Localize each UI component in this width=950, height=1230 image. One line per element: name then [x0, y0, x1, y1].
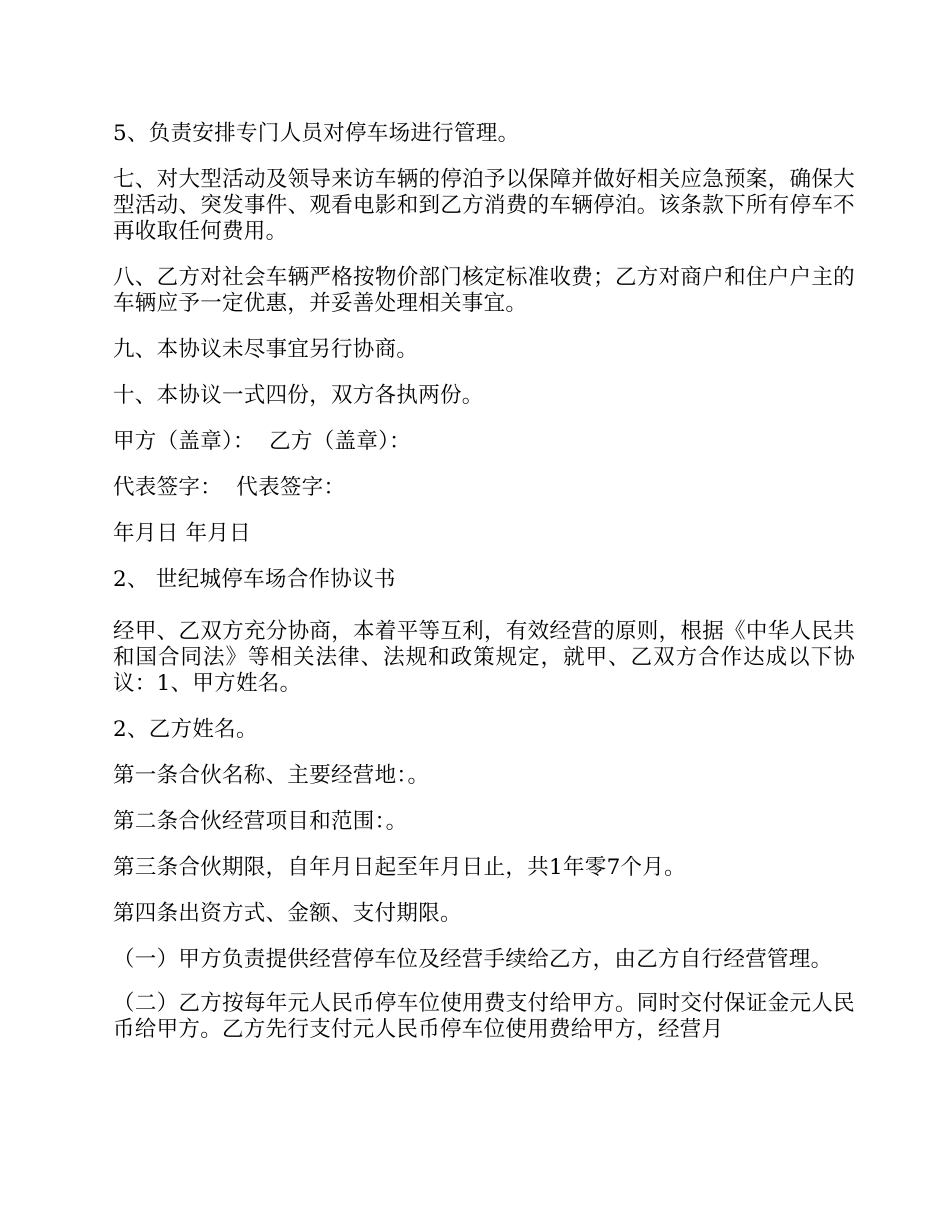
- seal-line: 甲方（盖章）： 乙方（盖章）：: [113, 429, 411, 454]
- article-1: 第一条合伙名称、主要经营地：。: [113, 763, 430, 788]
- paragraph-item-5: 5、负责安排专门人员对停车场进行管理。: [113, 121, 520, 146]
- article-2: 第二条合伙经营项目和范围：。: [113, 809, 408, 834]
- paragraph-clause-9: 九、本协议未尽事宜另行协商。: [113, 337, 419, 362]
- intro-paragraph: 经甲、乙双方充分协商，本着平等互利，有效经营的原则，根据《中华人民共和国合同法》等相关法律、法规和政策规定，就甲、乙双方合作达成以下协议：1、甲方姓名。: [113, 619, 855, 696]
- section-heading: 2、 世纪城停车场合作协议书: [113, 567, 396, 592]
- article-4-item-1: （一）甲方负责提供经营停车位及经营手续给乙方，由乙方自行经营管理。: [113, 947, 833, 972]
- article-4-item-2: （二）乙方按每年元人民币停车位使用费支付给甲方。同时交付保证金元人民币给甲方。乙方先行支付元人民币停车位使用费给甲方，经营月: [113, 991, 855, 1042]
- signature-line: 代表签字： 代表签字：: [113, 475, 346, 500]
- paragraph-clause-7: 七、对大型活动及领导来访车辆的停泊予以保障并做好相关应急预案，确保大型活动、突发事件、观看电影和到乙方消费的车辆停泊。该条款下所有停车不再收取任何费用。: [113, 167, 855, 244]
- article-3: 第三条合伙期限，自年月日起至年月日止，共1年零7个月。: [113, 855, 686, 880]
- party-b-name: 2、乙方姓名。: [113, 717, 258, 742]
- article-4: 第四条出资方式、金额、支付期限。: [113, 901, 462, 926]
- date-line: 年月日 年月日: [113, 521, 251, 546]
- paragraph-clause-8: 八、乙方对社会车辆严格按物价部门核定标准收费；乙方对商户和住户户主的车辆应予一定优惠，并妥善处理相关事宜。: [113, 265, 855, 316]
- document-body: [113, 121, 855, 1043]
- paragraph-clause-10: 十、本协议一式四份，双方各执两份。: [113, 383, 484, 408]
